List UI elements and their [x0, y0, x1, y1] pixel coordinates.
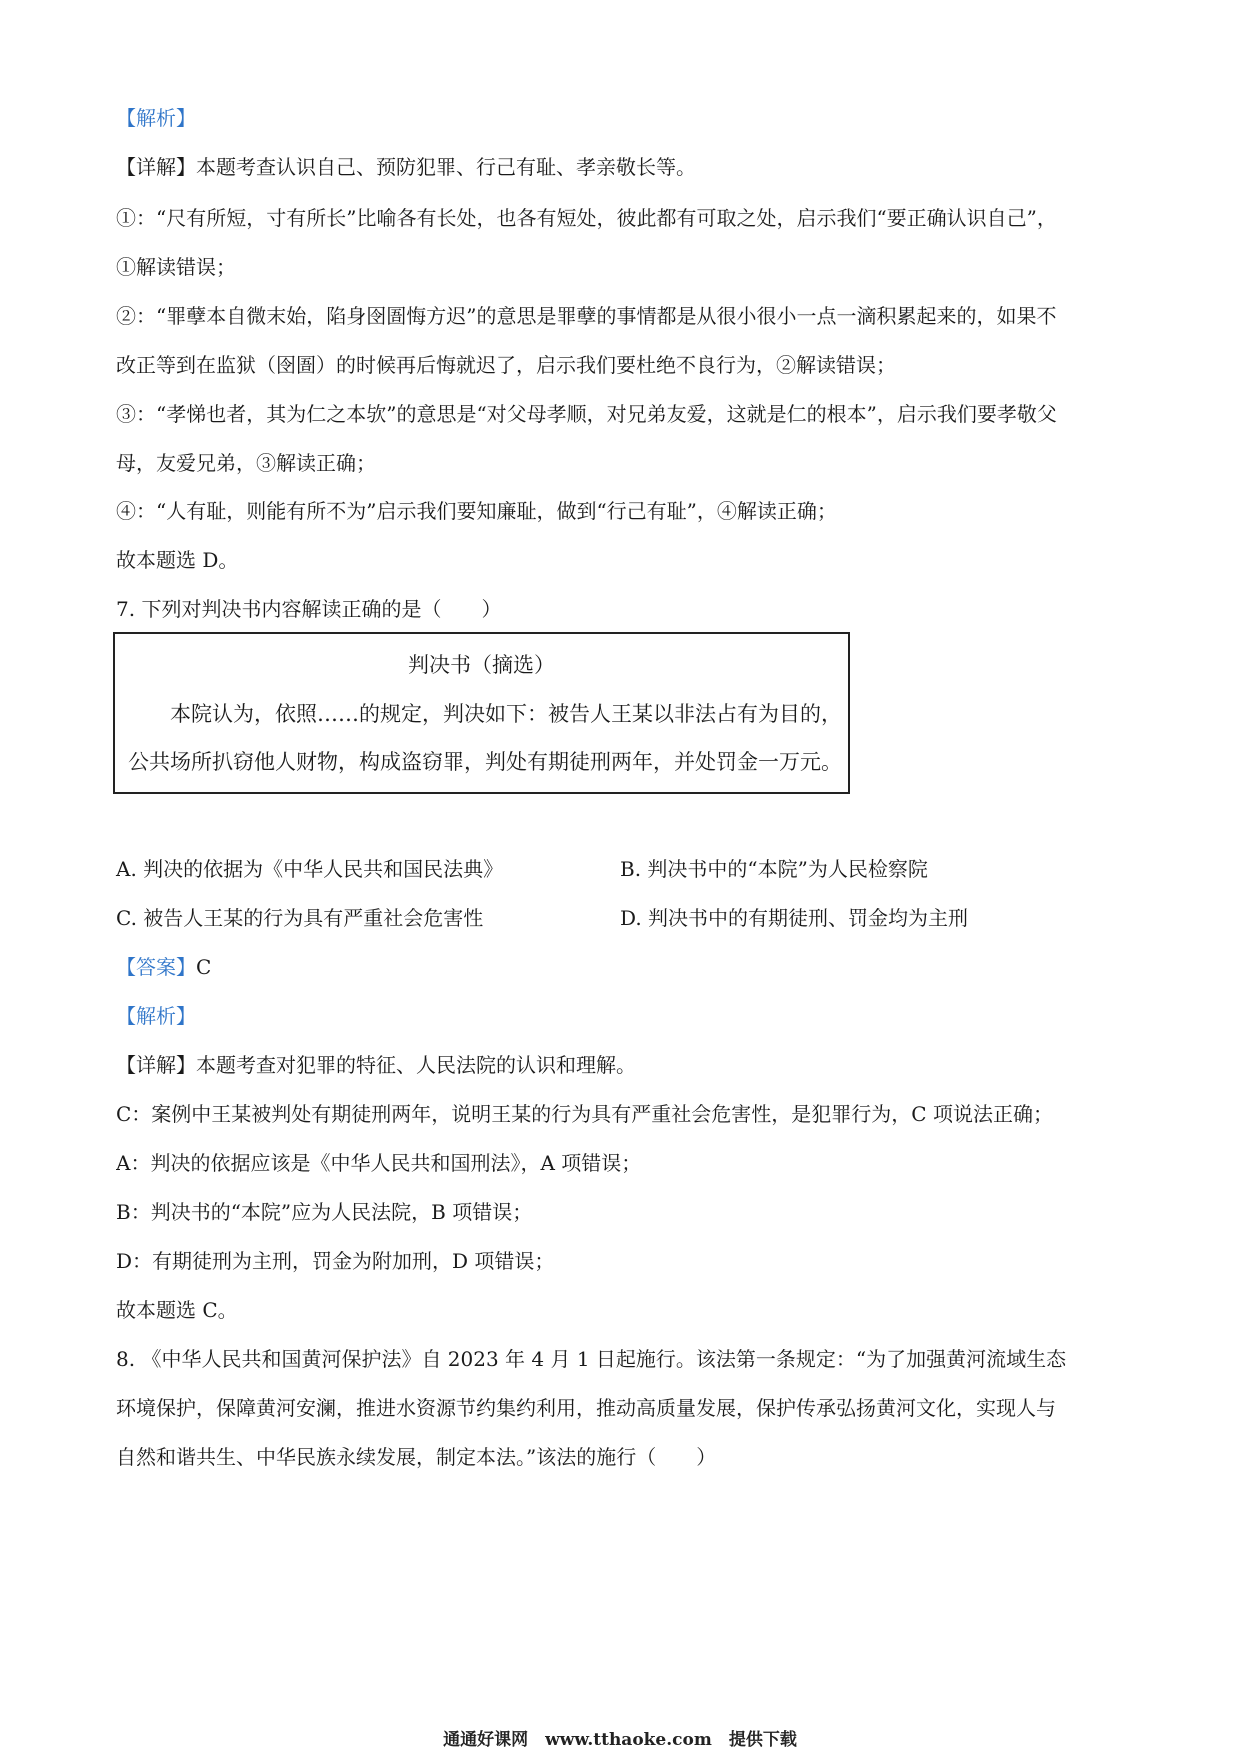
option-b: B. 判决书中的“本院”为人民检察院 [620, 857, 928, 881]
question-8-line: 环境保护，保障黄河安澜，推进水资源节约集约利用，推动高质量发展，保护传承弘扬黄河文化，实现人与 [116, 1396, 1056, 1420]
option-c: C. 被告人王某的行为具有严重社会危害性 [116, 906, 484, 930]
detail-line [116, 153, 1136, 181]
explanation-line: B：判决书的“本院”应为人民法院，B 项错误； [116, 1200, 533, 1224]
explanation-line: ③：“孝悌也者，其为仁之本欤”的意思是“对父母孝顺，对兄弟友爱，这就是仁的根本”，启示我们要孝敬父 [116, 402, 1057, 426]
explanation-line: D：有期徒刑为主刑，罚金为附加刑，D 项错误； [116, 1249, 555, 1273]
answer-line [116, 953, 1136, 981]
explanation-line: 故本题选 C。 [116, 1298, 238, 1322]
detail-line [116, 1051, 1136, 1079]
detail-tag: 【详解】 [116, 1053, 196, 1077]
answer-value: C [196, 955, 212, 979]
explanation-line: C：案例中王某被判处有期徒刑两年，说明王某的行为具有严重社会危害性，是犯罪行为，C 项说法正确； [116, 1102, 1053, 1126]
analysis-tag: 【解析】 [116, 106, 196, 130]
option-d: D. 判决书中的有期徒刑、罚金均为主刑 [620, 906, 969, 930]
question-7-stem: 7. 下列对判决书内容解读正确的是（ ） [116, 597, 502, 621]
option-a: A. 判决的依据为《中华人民共和国民法典》 [116, 857, 504, 881]
judgment-line: 公共场所扒窃他人财物，构成盗窃罪，判处有期徒刑两年，并处罚金一万元。 [128, 750, 842, 774]
judgment-box [113, 632, 850, 794]
answer-tag: 【答案】 [116, 955, 196, 979]
detail-tag: 【详解】 [116, 155, 196, 179]
explanation-line: ④：“人有耻，则能有所不为”启示我们要知廉耻，做到“行己有耻”，④解读正确； [116, 499, 837, 523]
explanation-line: A：判决的依据应该是《中华人民共和国刑法》，A 项错误； [116, 1151, 642, 1175]
explanation-line: 母，友爱兄弟，③解读正确； [116, 451, 376, 475]
analysis-tag: 【解析】 [116, 1004, 196, 1028]
judgment-title: 判决书（摘选） [408, 653, 555, 677]
question-8-line: 自然和谐共生、中华民族永续发展，制定本法。”该法的施行（ ） [116, 1445, 717, 1469]
explanation-line: 改正等到在监狱（囹圄）的时候再后悔就迟了，启示我们要杜绝不良行为，②解读错误； [116, 353, 896, 377]
judgment-line: 本院认为，依照……的规定，判决如下：被告人王某以非法占有为目的， [170, 702, 842, 726]
question-8-line: 8. 《中华人民共和国黄河保护法》自 2023 年 4 月 1 日起施行。该法第一条规定：“为了加强黄河流域生态 [116, 1347, 1067, 1371]
explanation-line: ①解读错误； [116, 255, 236, 279]
explanation-line: ①：“尺有所短，寸有所长”比喻各有长处，也各有短处，彼此都有可取之处，启示我们“要正确认识自己”， [116, 206, 1057, 230]
footer-text: 通通好课网 www.tthaoke.com 提供下载 [443, 1730, 797, 1750]
detail-text: 本题考查认识自己、预防犯罪、行己有耻、孝亲敬长等。 [196, 155, 696, 179]
detail-text: 本题考查对犯罪的特征、人民法院的认识和理解。 [196, 1053, 636, 1077]
explanation-line: ②：“罪孽本自微末始，陷身囹圄悔方迟”的意思是罪孽的事情都是从很小很小一点一滴积累起来的，如果不 [116, 304, 1057, 328]
explanation-line: 故本题选 D。 [116, 548, 239, 572]
